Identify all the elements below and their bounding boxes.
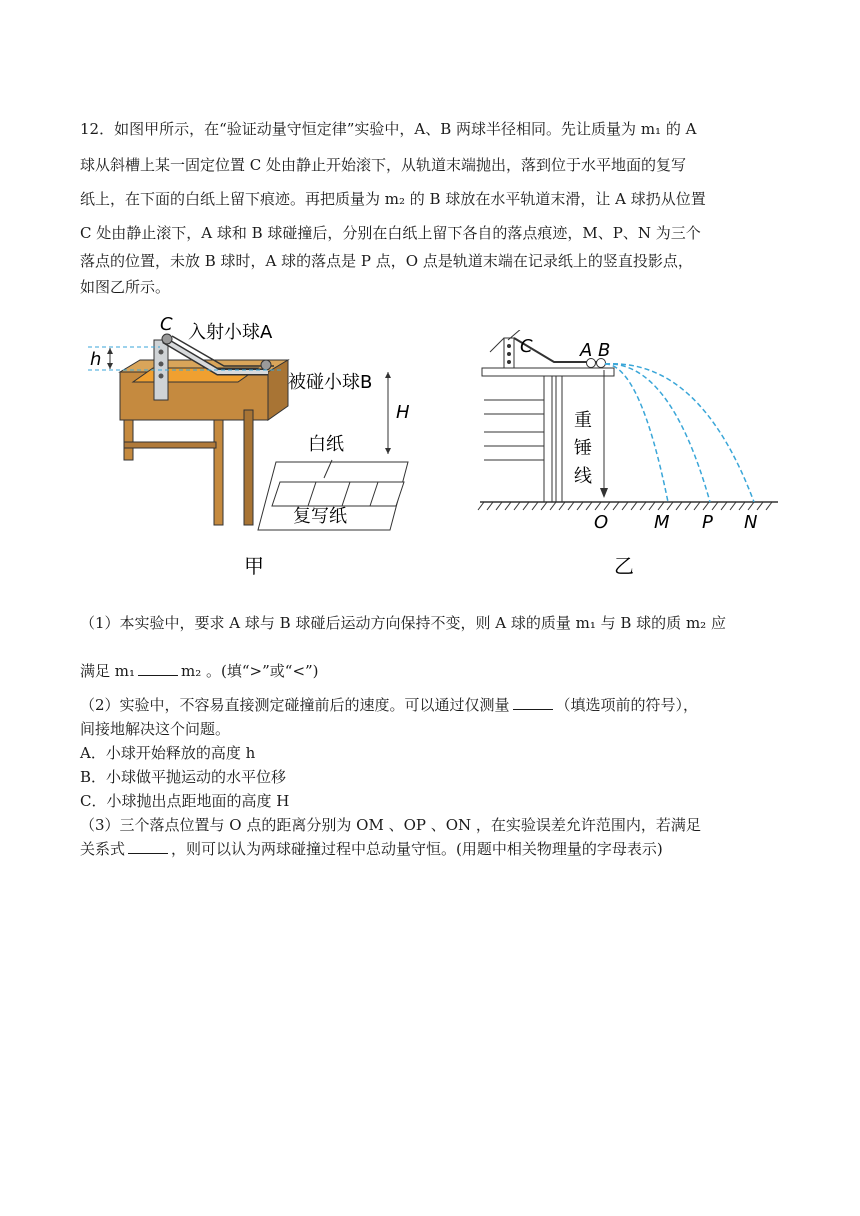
point-m-label: M bbox=[654, 512, 670, 533]
c-label: C bbox=[520, 336, 533, 357]
figure-jia-caption: 甲 bbox=[244, 554, 264, 578]
plumb-label-2: 锤 bbox=[574, 438, 592, 459]
ground-hatch bbox=[523, 502, 529, 510]
plumb-label-1: 重 bbox=[574, 410, 592, 431]
ground-hatch bbox=[577, 502, 583, 510]
part2-line1: （2）实验中，不容易直接测定碰撞前后的速度。可以通过仅测量 （填选项前的符号）， bbox=[80, 696, 699, 714]
part1-answer-blank[interactable] bbox=[138, 661, 178, 676]
point-o-label: O bbox=[594, 512, 609, 533]
part2-answer-blank[interactable] bbox=[513, 695, 553, 710]
ground-hatch bbox=[604, 502, 610, 510]
ground-hatch bbox=[514, 502, 520, 510]
ground-hatch bbox=[586, 502, 592, 510]
ground-hatch bbox=[721, 502, 727, 510]
incident-ball-label: 入射小球A bbox=[188, 322, 273, 343]
option-c: C．小球抛出点距地面的高度 H bbox=[80, 792, 290, 810]
stem-line-3: 纸上，在下面的白纸上留下痕迹。再把质量为 m₂ 的 B 球放在水平轨道末滑，让 A 球扔从位置 bbox=[80, 190, 706, 208]
h-label: h bbox=[90, 349, 102, 370]
trajectory-p bbox=[605, 364, 710, 502]
ground-hatch bbox=[685, 502, 691, 510]
plumb-label-3: 线 bbox=[574, 466, 592, 487]
option-a: A．小球开始释放的高度 h bbox=[80, 744, 256, 762]
ground-hatch bbox=[505, 502, 511, 510]
figure-yi bbox=[470, 330, 790, 585]
table bbox=[120, 360, 288, 525]
ground-hatch bbox=[532, 502, 538, 510]
stem-line-5: 落点的位置，未放 B 球时，A 球的落点是 P 点，O 点是轨道末端在记录纸上的竖直投影点， bbox=[80, 252, 693, 270]
ground-hatch bbox=[487, 502, 493, 510]
ground-hatch bbox=[478, 502, 484, 510]
ground-hatch bbox=[622, 502, 628, 510]
ground-hatch bbox=[676, 502, 682, 510]
table-side-view bbox=[482, 368, 614, 502]
ground-hatch bbox=[568, 502, 574, 510]
H-label: H bbox=[396, 402, 410, 423]
ground-hatch bbox=[757, 502, 763, 510]
ground-hatch bbox=[694, 502, 700, 510]
target-ball-b bbox=[261, 360, 271, 370]
stem-line-6: 如图乙所示。 bbox=[80, 278, 171, 296]
stem-line-1: 12．如图甲所示，在“验证动量守恒定律”实验中，A、B 两球半径相同。先让质量为 m₁ 的 A bbox=[80, 120, 697, 138]
ground-hatch bbox=[631, 502, 637, 510]
ground-hatch bbox=[649, 502, 655, 510]
point-n-label: N bbox=[744, 512, 758, 533]
ground-hatch bbox=[541, 502, 547, 510]
ground-hatch bbox=[640, 502, 646, 510]
incident-ball-a bbox=[162, 334, 172, 344]
ground-hatch bbox=[730, 502, 736, 510]
ground-hatch bbox=[739, 502, 745, 510]
ground-hatch bbox=[766, 502, 772, 510]
stem-line-4: C 处由静止滚下，A 球和 B 球碰撞后，分别在白纸上留下各自的落点痕迹，M、P、N 为三个 bbox=[80, 224, 701, 242]
ground-hatch bbox=[703, 502, 709, 510]
part2-line2: 间接地解决这个问题。 bbox=[80, 720, 231, 738]
trajectory-n bbox=[605, 364, 754, 502]
part3-line1: （3）三个落点位置与 O 点的距离分别为 OM 、OP 、ON ，在实验误差允许范围内，若满足 bbox=[80, 816, 701, 834]
ground-hatch bbox=[667, 502, 673, 510]
ab-label: A B bbox=[580, 340, 611, 361]
ground-hatch bbox=[595, 502, 601, 510]
trajectory-m bbox=[605, 364, 668, 502]
part3-line2: 关系式 ，则可以认为两球碰撞过程中总动量守恒。(用题中相关物理量的字母表示) bbox=[80, 840, 663, 858]
white-paper-label: 白纸 bbox=[308, 434, 344, 455]
ground-hatch bbox=[712, 502, 718, 510]
ground-hatch bbox=[613, 502, 619, 510]
c-label: C bbox=[160, 314, 173, 335]
figure-yi-caption: 乙 bbox=[614, 554, 634, 578]
ground-hatch bbox=[748, 502, 754, 510]
part3-answer-blank[interactable] bbox=[128, 839, 168, 854]
option-b: B．小球做平抛运动的水平位移 bbox=[80, 768, 287, 786]
ground-hatch bbox=[658, 502, 664, 510]
point-p-label: P bbox=[702, 512, 713, 533]
part1-line2: 满足 m₁ m₂ 。(填“>”或“<”) bbox=[80, 662, 319, 680]
part1-line1: （1）本实验中，要求 A 球与 B 球碰后运动方向保持不变，则 A 球的质量 m₁ 与 B 球的质 m₂ 应 bbox=[80, 614, 726, 632]
target-ball-label: 被碰小球B bbox=[288, 372, 373, 393]
carbon-paper bbox=[272, 482, 404, 506]
stem-line-2: 球从斜槽上某一固定位置 C 处由静止开始滚下，从轨道末端抛出，落到位于水平地面的复写 bbox=[80, 156, 687, 174]
ground-hatch bbox=[550, 502, 556, 510]
ground-hatch bbox=[496, 502, 502, 510]
figure-jia bbox=[88, 310, 428, 585]
question-number: 12． bbox=[80, 120, 115, 138]
carbon-paper-label: 复写纸 bbox=[293, 506, 347, 527]
ground-hatch bbox=[559, 502, 565, 510]
